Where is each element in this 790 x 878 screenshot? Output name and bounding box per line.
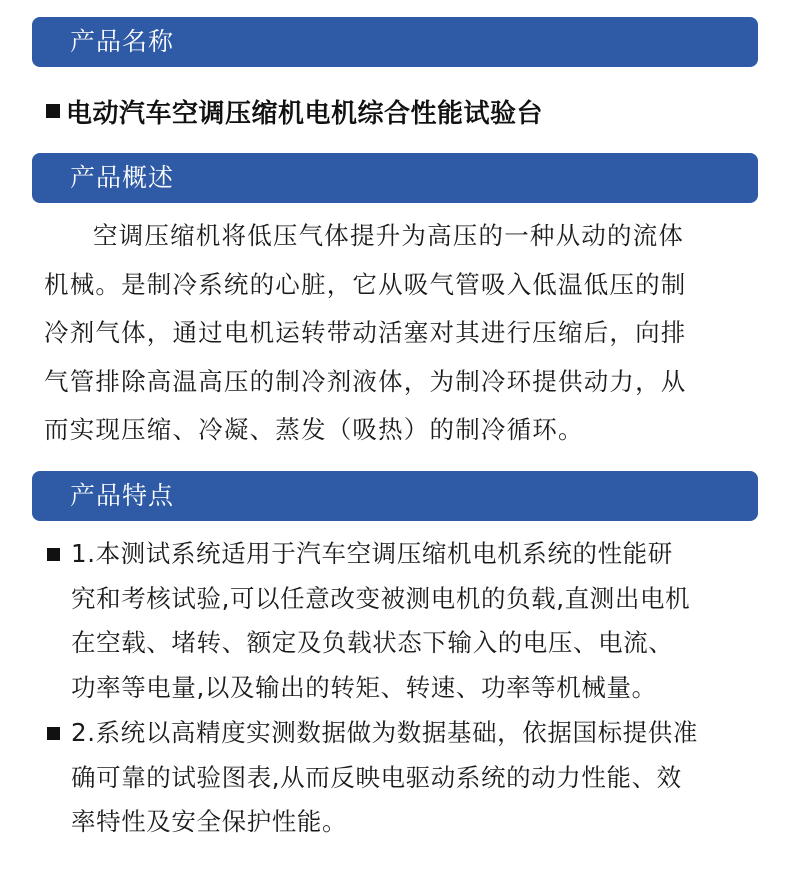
features-list <box>44 532 752 845</box>
square-bullet-icon <box>46 104 60 118</box>
product-name-row <box>46 91 543 131</box>
feature-line: 1.本测试系统适用于汽车空调压缩机电机系统的性能研 <box>71 539 673 568</box>
feature-item <box>44 711 752 845</box>
square-bullet-icon <box>47 548 60 561</box>
section-title: 产品特点 <box>70 481 175 510</box>
feature-item <box>44 532 752 710</box>
section-header-overview <box>32 153 758 203</box>
feature-line: 确可靠的试验图表,从而反映电驱动系统的动力性能、效 <box>71 762 682 792</box>
overview-line: 机械。是制冷系统的心脏，它从吸气管吸入低温低压的制 <box>44 269 687 299</box>
overview-line: 冷剂气体，通过电机运转带动活塞对其进行压缩后，向排 <box>44 318 687 347</box>
feature-first-line <box>44 532 752 577</box>
overview-paragraph <box>44 212 752 455</box>
overview-line: 空调压缩机将低压气体提升为高压的一种从动的流体 <box>93 221 685 250</box>
overview-line: 气管排除高温高压的制冷剂液体，为制冷环提供动力，从 <box>44 366 687 396</box>
feature-line: 率特性及安全保护性能。 <box>71 807 348 836</box>
section-title: 产品名称 <box>70 27 175 56</box>
product-name: 电动汽车空调压缩机电机综合性能试验台 <box>66 98 544 129</box>
feature-line: 2.系统以高精度实测数据做为数据基础，依据国标提供准 <box>71 718 698 747</box>
section-header-features <box>32 471 758 521</box>
section-title: 产品概述 <box>70 163 175 192</box>
feature-line: 究和考核试验,可以任意改变被测电机的负载,直测出电机 <box>71 583 691 613</box>
overview-line: 而实现压缩、冷凝、蒸发（吸热）的制冷循环。 <box>44 415 584 444</box>
feature-first-line <box>44 711 752 756</box>
feature-line: 功率等电量,以及输出的转矩、转速、功率等机械量。 <box>71 672 657 702</box>
feature-line: 在空载、堵转、额定及负载状态下输入的电压、电流、 <box>71 628 674 657</box>
square-bullet-icon <box>47 727 60 740</box>
section-header-product-name <box>32 17 758 67</box>
